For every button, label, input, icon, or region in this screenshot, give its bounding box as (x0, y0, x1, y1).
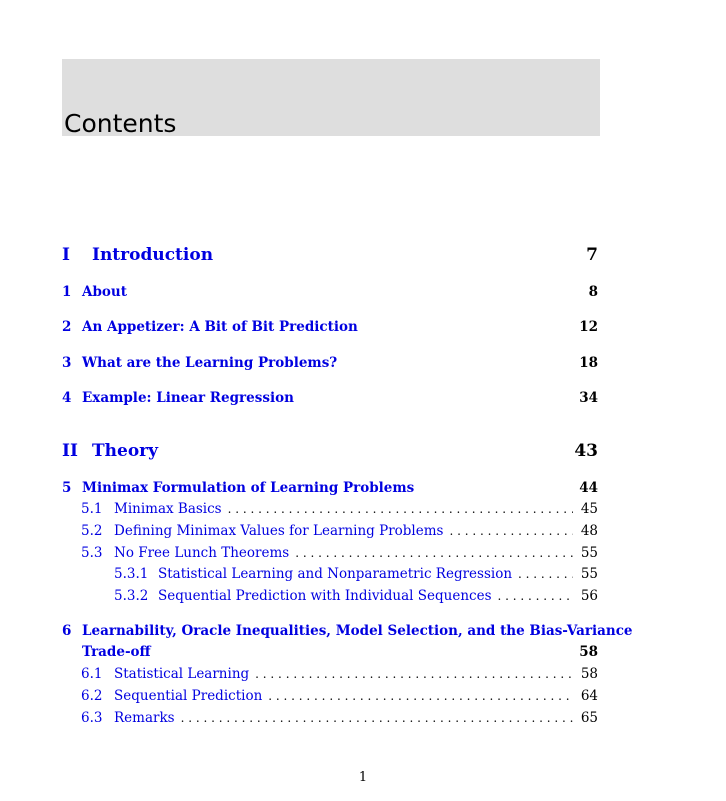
toc-entry-number: 5.3.1 (114, 566, 149, 582)
dot-leader (518, 567, 573, 581)
dot-leader (181, 711, 573, 725)
toc-entry-sec[interactable] (62, 666, 598, 682)
toc-entry-sec[interactable] (62, 523, 598, 539)
toc-entry-title: No Free Lunch Theorems (114, 545, 290, 561)
toc-entry-number: 5.3 (81, 545, 103, 561)
toc-entry-page: 64 (580, 688, 598, 704)
toc-entry-page: 56 (580, 588, 598, 604)
toc-entry-link[interactable] (62, 644, 151, 660)
toc-entry-page: 65 (580, 710, 598, 726)
toc-entry-title: An Appetizer: A Bit of Bit Prediction (82, 319, 358, 335)
toc-entry-number: 5 (62, 480, 72, 496)
toc-entry-part[interactable] (62, 441, 598, 461)
toc-entry-link[interactable] (62, 480, 414, 496)
toc-entry-title: Statistical Learning and Nonparametric Regression (158, 566, 513, 582)
toc-entry-title: Defining Minimax Values for Learning Problems (114, 523, 444, 539)
toc-entry-number: 6.1 (81, 666, 103, 682)
toc-entry-page: 8 (588, 284, 598, 300)
toc-entry-number: 5.1 (81, 501, 103, 517)
dot-leader (255, 667, 573, 681)
toc-entry-link[interactable] (62, 688, 262, 704)
toc-entry-title: Statistical Learning (114, 666, 250, 682)
dot-leader (268, 689, 573, 703)
dot-leader (449, 524, 572, 538)
toc-entry-page: 43 (574, 441, 598, 461)
toc-entry-link[interactable] (62, 390, 294, 406)
toc-entry-sub[interactable] (62, 588, 598, 604)
toc-entry-link[interactable] (62, 441, 158, 461)
toc-entry-number: 6 (62, 623, 72, 639)
toc-entry-page: 18 (579, 355, 598, 371)
toc-entry-number: 3 (62, 355, 72, 371)
toc-entry-sec[interactable] (62, 688, 598, 704)
toc-entry-number: 4 (62, 390, 72, 406)
dot-leader (498, 589, 573, 603)
toc-entry-number: 6.3 (81, 710, 103, 726)
toc-entry-link[interactable] (62, 284, 127, 300)
toc-entry-number: II (62, 441, 78, 461)
toc-entry-title: Minimax Basics (114, 501, 222, 517)
toc-entry-link[interactable] (62, 545, 289, 561)
toc-entry-title: Remarks (114, 710, 175, 726)
toc-entry-link[interactable] (62, 566, 512, 582)
toc-entry-title: What are the Learning Problems? (82, 355, 338, 371)
dot-leader (295, 546, 573, 560)
toc-entry-number: 1 (62, 284, 72, 300)
contents-header-band (62, 59, 600, 136)
toc-entry-title: Sequential Prediction (114, 688, 263, 704)
toc-entry-title: Introduction (92, 245, 214, 265)
toc-entry-number: 5.2 (81, 523, 103, 539)
toc-entry-number: 6.2 (81, 688, 103, 704)
toc-entry-chap-cont[interactable] (62, 644, 598, 660)
toc-entry-page: 58 (580, 666, 598, 682)
toc-entry-link[interactable] (62, 355, 337, 371)
toc-entry-part[interactable] (62, 245, 598, 265)
toc-entry-chap[interactable] (62, 623, 633, 639)
toc-entry-link[interactable] (62, 666, 249, 682)
toc-entry-title: Sequential Prediction with Individual Sequences (158, 588, 492, 604)
toc-entry-link[interactable] (62, 623, 633, 639)
toc-entry-link[interactable] (62, 523, 443, 539)
toc-entry-number: I (62, 245, 70, 265)
toc-entry-link[interactable] (62, 588, 492, 604)
toc-entry-title: Trade-off (82, 644, 151, 660)
toc-entry-page: 34 (579, 390, 598, 406)
toc-entry-page: 12 (579, 319, 598, 335)
toc-entry-chap[interactable] (62, 390, 598, 406)
toc-entry-page: 45 (580, 501, 598, 517)
toc-entry-link[interactable] (62, 710, 175, 726)
toc-entry-chap[interactable] (62, 284, 598, 300)
page-title: Contents (64, 109, 177, 138)
toc-entry-link[interactable] (62, 319, 358, 335)
toc-entry-page: 44 (579, 480, 598, 496)
toc-entry-sec[interactable] (62, 545, 598, 561)
toc-entry-chap[interactable] (62, 480, 598, 496)
toc-entry-title: Learnability, Oracle Inequalities, Model Selection, and the Bias-Variance (82, 623, 633, 639)
toc-entry-page: 58 (579, 644, 598, 660)
toc-entry-link[interactable] (62, 501, 222, 517)
toc-entry-page: 7 (586, 245, 598, 265)
dot-leader (228, 502, 573, 516)
toc-entry-page: 55 (580, 566, 598, 582)
toc-entry-page: 48 (580, 523, 598, 539)
page-number: 1 (358, 770, 368, 785)
toc-entry-number: 2 (62, 319, 72, 335)
toc-entry-sec[interactable] (62, 710, 598, 726)
toc-entry-page: 55 (580, 545, 598, 561)
toc-entry-sub[interactable] (62, 566, 598, 582)
toc-entry-chap[interactable] (62, 355, 598, 371)
toc-entry-sec[interactable] (62, 501, 598, 517)
toc-entry-title: Theory (92, 441, 158, 461)
toc-entry-link[interactable] (62, 245, 213, 265)
toc-entry-title: About (82, 284, 127, 300)
toc-entry-number: 5.3.2 (114, 588, 149, 604)
toc-entry-chap[interactable] (62, 319, 598, 335)
toc-entry-title: Example: Linear Regression (82, 390, 294, 406)
toc-entry-title: Minimax Formulation of Learning Problems (82, 480, 415, 496)
